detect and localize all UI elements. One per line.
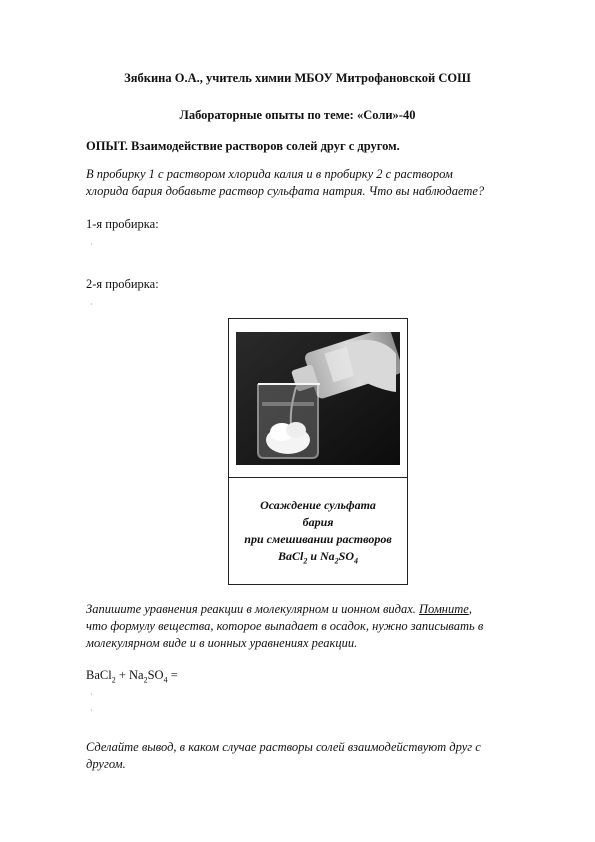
equation-instruction-line-3: молекулярном виде и в ионных уравнениях реакции. [86,636,358,650]
answer-marker: · [90,240,93,249]
equation-instruction-line-2: что формулу вещества, которое выпадает в осадок, нужно записывать в [86,619,484,633]
answer-marker: · [90,706,93,715]
experiment-title: ОПЫТ. Взаимодействие растворов солей друг с другом. [86,139,400,153]
answer-marker: · [90,690,93,699]
caption-line-1: Осаждение сульфата [260,498,376,512]
conclusion-line-1: Сделайте вывод, в каком случае растворы солей взаимодействуют друг с [86,740,481,754]
caption-formula: BaCl$_2$ и $Na_2SO_4$ [277,549,359,566]
conclusion-line-2: другом. [86,757,126,771]
author-line: Зябкина О.А., учитель химии МБОУ Митрофановской СОШ [124,71,471,85]
answer-marker: · [90,300,93,309]
caption-line-2: бария [302,515,334,529]
tube-1-label: 1-я пробирка: [86,217,159,231]
figure-box [228,318,408,585]
instruction-line-1: В пробирку 1 с раствором хлорида калия и в пробирку 2 с раствором [86,167,453,181]
beaker-illustration [236,332,400,465]
figure-divider [229,477,407,478]
instruction-line-2: хлорида бария добавьте раствор сульфата натрия. Что вы наблюдаете? [86,184,485,198]
figure-caption [229,497,407,565]
experiment-photo [236,332,400,465]
topic-line: Лабораторные опыты по теме: «Соли»-40 [179,108,416,122]
caption-line-3: при смешивании растворов [244,532,392,546]
tube-2-label: 2-я пробирка: [86,277,159,291]
equation-instruction-line-1: Запишите уравнения реакции в молекулярном и ионном видах. Помните, [86,602,472,616]
reaction-equation: BaCl$_2$ + $Na_2SO_4$ = [86,668,178,685]
